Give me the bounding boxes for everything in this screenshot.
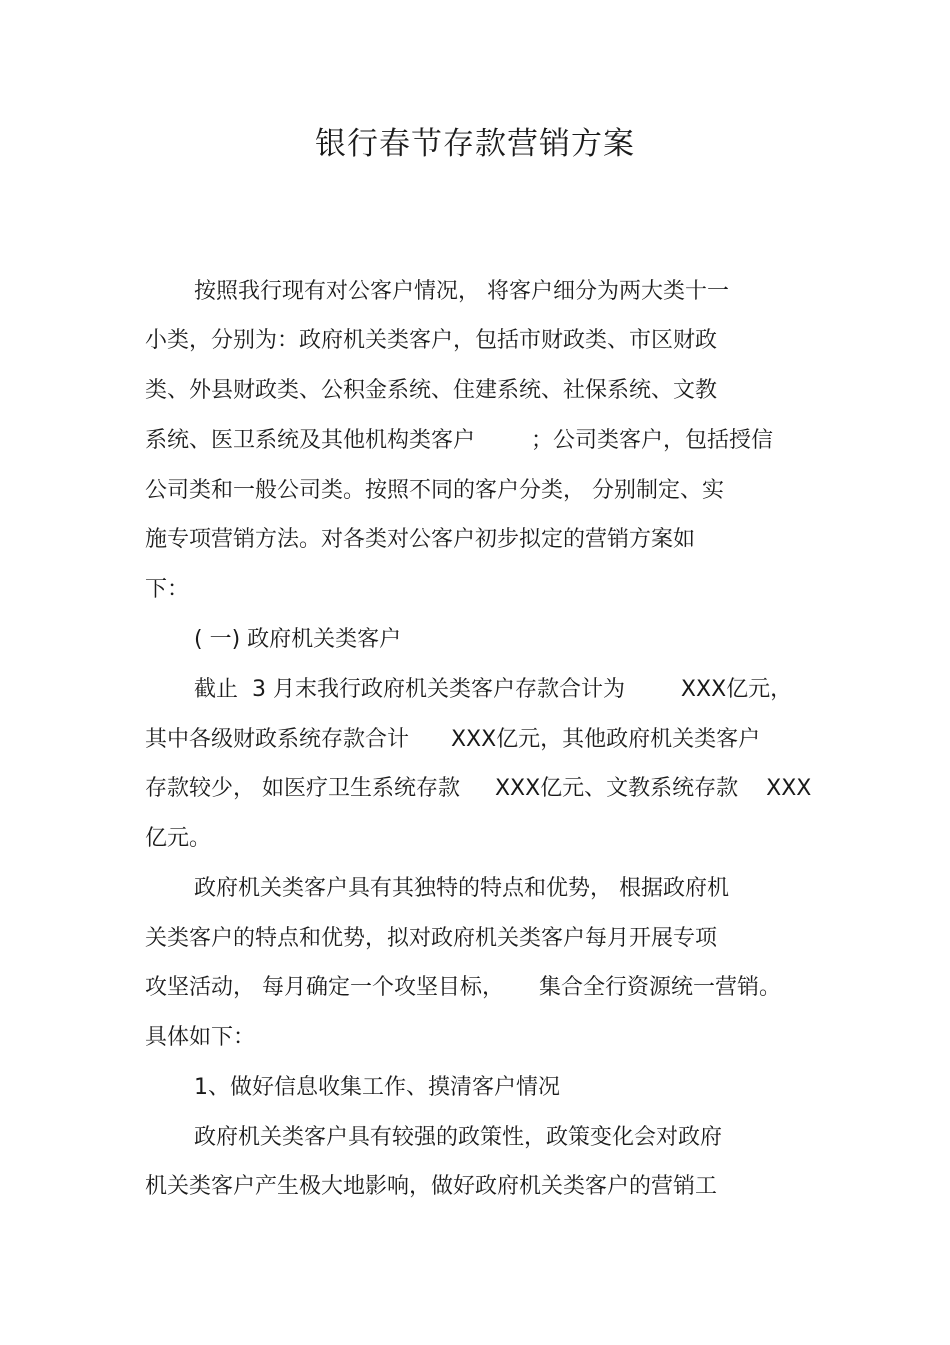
- paragraph-2-line-4: 亿元。: [145, 826, 212, 851]
- paragraph-1-line-2: 小类，分别为：政府机关类客户，包括市财政类、市区财政: [145, 328, 718, 353]
- subsection-heading-1: 1、做好信息收集工作、摸清客户情况: [194, 1075, 560, 1100]
- section-heading-1: ( 一) 政府机关类客户: [194, 627, 402, 652]
- paragraph-2-line-3: 存款较少， 如医疗卫生系统存款 XXX亿元、文教系统存款 XXX: [145, 776, 812, 801]
- paragraph-1-line-7: 下：: [145, 577, 190, 602]
- paragraph-4-line-2: 机关类客户产生极大地影响，做好政府机关类客户的营销工: [145, 1174, 718, 1199]
- paragraph-1-line-5: 公司类和一般公司类。按照不同的客户分类， 分别制定、实: [145, 478, 724, 503]
- paragraph-1-line-3: 类、外县财政类、公积金系统、住建系统、社保系统、文教: [145, 378, 718, 403]
- paragraph-1-line-6: 施专项营销方法。对各类对公客户初步拟定的营销方案如: [145, 527, 696, 552]
- paragraph-3-line-3: 攻坚活动， 每月确定一个攻坚目标， 集合全行资源统一营销。: [145, 975, 781, 1000]
- paragraph-1-line-4: 系统、医卫系统及其他机构类客户 ；公司类客户，包括授信: [145, 428, 773, 453]
- paragraph-3-line-2: 关类客户的特点和优势，拟对政府机关类客户每月开展专项: [145, 926, 718, 951]
- document-title: 银行春节存款营销方案: [315, 126, 635, 162]
- paragraph-4-line-1: 政府机关类客户具有较强的政策性，政策变化会对政府: [194, 1125, 723, 1150]
- paragraph-1-line-1: 按照我行现有对公客户情况， 将客户细分为两大类十一: [194, 279, 729, 304]
- paragraph-3-line-4: 具体如下：: [145, 1025, 256, 1050]
- paragraph-2-line-2: 其中各级财政系统存款合计 XXX亿元，其他政府机关类客户: [145, 727, 761, 752]
- paragraph-2-line-1: 截止 3 月末我行政府机关类客户存款合计为 XXX亿元，: [194, 677, 793, 702]
- paragraph-3-line-1: 政府机关类客户具有其独特的特点和优势， 根据政府机: [194, 876, 729, 901]
